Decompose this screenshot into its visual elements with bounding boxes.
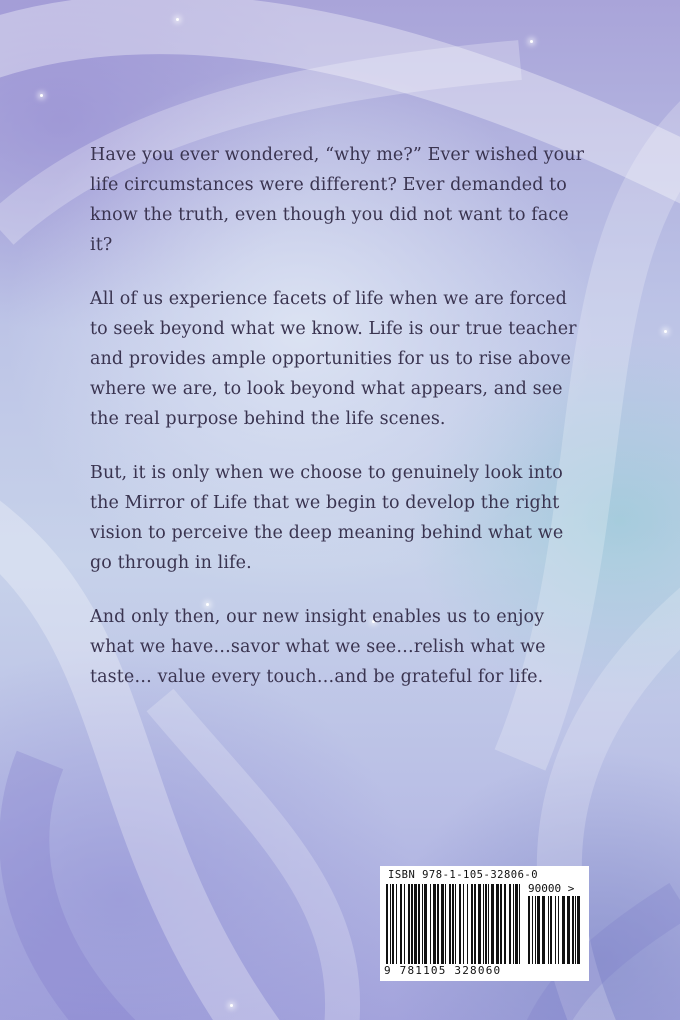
ean-digits: 9 781105 328060: [384, 964, 502, 977]
barcode-bar: [519, 884, 520, 964]
blurb-paragraph: And only then, our new insight enables us to enjoy what we have…savor what we see…relish what we taste… value every touch…and be grateful for life.: [90, 607, 546, 687]
barcode-bar: [575, 896, 576, 964]
barcode-bar: [478, 884, 481, 964]
blurb-paragraph: All of us experience facets of life when we are forced to seek beyond what we know. Life is our true teacher and provides ample opportunities for us to rise above where we are, to look beyond what appears, and see the real purpose behind the life scenes.: [90, 289, 577, 429]
barcode-bar: [515, 884, 518, 964]
barcode-bar: [404, 884, 405, 964]
barcode-bar: [500, 884, 502, 964]
barcode-bar: [414, 884, 417, 964]
barcode-bar: [463, 884, 464, 964]
barcode-bar: [504, 884, 506, 964]
barcode-bar: [455, 884, 456, 964]
barcode-bar: [392, 884, 394, 964]
barcode-bar: [474, 884, 476, 964]
barcode-bar: [555, 896, 556, 964]
barcode-bar: [550, 896, 552, 964]
sparkle-star: [664, 330, 667, 333]
barcode-bar: [532, 896, 533, 964]
barcode-bar: [572, 896, 574, 964]
barcode-bar: [424, 884, 427, 964]
barcode-bar: [509, 884, 511, 964]
sparkle-star: [176, 18, 179, 21]
barcode-bar: [449, 884, 451, 964]
sparkle-star: [40, 94, 43, 97]
blurb-paragraph: But, it is only when we choose to genuinely look into the Mirror of Life that we begin to develop the right vision to perceive the deep meaning behind what we go through in life.: [90, 463, 564, 573]
barcode-bar: [471, 884, 473, 964]
barcode-bar: [418, 884, 420, 964]
blurb-paragraph: Have you ever wondered, “why me?” Ever wished your life circumstances were different? Ever demanded to know the truth, even though you did not want to face it?: [90, 145, 585, 255]
barcode-bar: [433, 884, 436, 964]
isbn-barcode: [380, 866, 589, 981]
barcode-bar: [441, 884, 444, 964]
barcode-bar: [548, 896, 549, 964]
barcode-bar: [542, 896, 545, 964]
barcode-bar: [396, 884, 397, 964]
price-code: 90000 >: [528, 882, 575, 895]
barcode-bar: [422, 884, 423, 964]
barcode-bar: [445, 884, 446, 964]
barcode-bar: [528, 896, 530, 964]
barcode-bar: [513, 884, 514, 964]
sparkle-star: [530, 40, 533, 43]
barcode-bar: [577, 896, 580, 964]
price-barcode-bars: [528, 896, 582, 966]
barcode-bar: [467, 884, 468, 964]
barcode-bar: [496, 884, 499, 964]
barcode-bar: [558, 896, 559, 964]
barcode-bar: [567, 896, 570, 964]
barcode-bar: [491, 884, 494, 964]
isbn-label: ISBN 978-1-105-32806-0: [388, 869, 539, 881]
barcode-bar: [459, 884, 461, 964]
barcode-bar: [483, 884, 484, 964]
barcode-bar: [452, 884, 454, 964]
barcode-bar: [537, 896, 540, 964]
ean-barcode-bars: [386, 884, 522, 966]
barcode-bar: [437, 884, 439, 964]
barcode-bar: [408, 884, 410, 964]
barcode-bar: [411, 884, 413, 964]
back-cover-blurb: [90, 140, 590, 716]
barcode-bar: [430, 884, 431, 964]
sparkle-star: [230, 1004, 233, 1007]
barcode-bar: [562, 896, 565, 964]
barcode-bar: [535, 896, 536, 964]
barcode-bar: [390, 884, 391, 964]
barcode-bar: [386, 884, 388, 964]
barcode-bar: [400, 884, 402, 964]
barcode-bar: [488, 884, 489, 964]
barcode-bar: [485, 884, 487, 964]
